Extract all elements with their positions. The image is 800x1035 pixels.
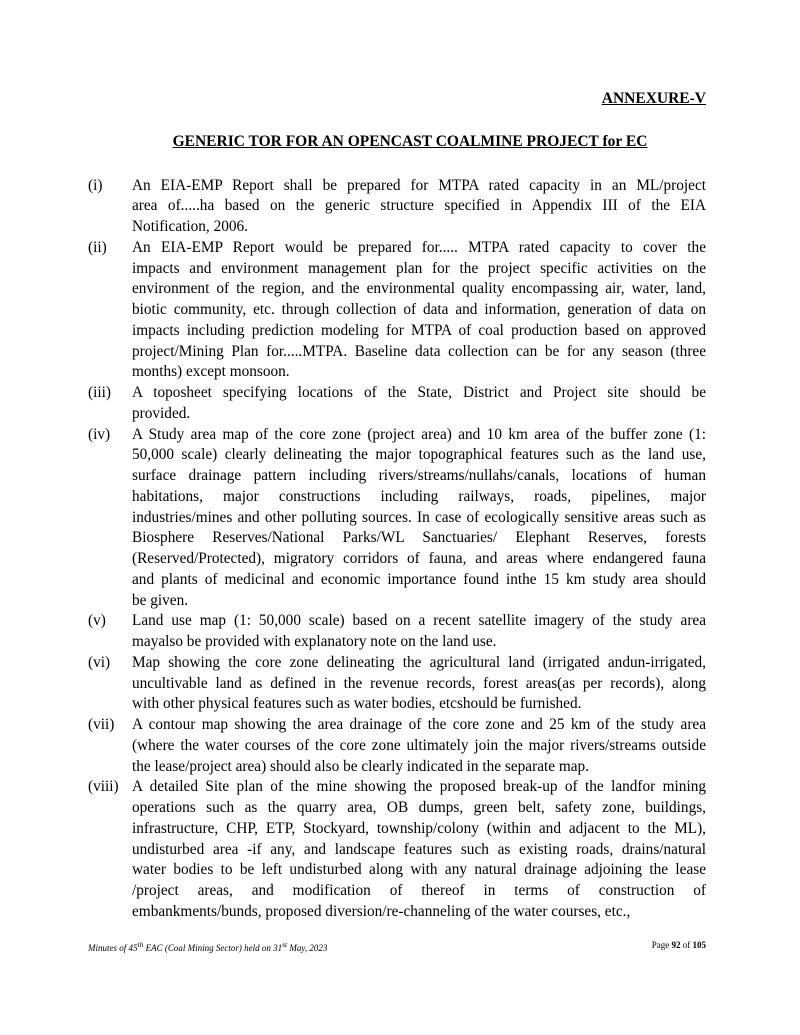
item-text-line: environment of the region, and the environmental quality encompassing air, water, land, — [132, 280, 706, 298]
list-item — [88, 176, 706, 238]
item-text-line: /project areas, and modification of thereof in terms of construction of — [132, 882, 706, 900]
item-text-line: A contour map showing the area drainage of the core zone and 25 km of the study area — [132, 716, 706, 734]
item-text-line: water bodies to be left undisturbed along with any natural drainage adjoining the lease — [132, 861, 706, 879]
list-item — [88, 777, 706, 922]
item-text-line: Notification, 2006. — [132, 218, 248, 236]
item-text-line: biotic community, etc. through collection of data and information, generation of data on — [132, 301, 706, 319]
item-label: (viii) — [88, 778, 119, 796]
item-text-line: area of.....ha based on the generic structure specified in Appendix III of the EIA — [132, 197, 706, 215]
item-text-line: operations such as the quarry area, OB dumps, green belt, safety zone, buildings, — [132, 799, 706, 817]
page-footer — [88, 940, 706, 953]
page-current: 92 — [671, 940, 681, 950]
item-label: (iv) — [88, 425, 111, 443]
item-text-line: industries/mines and other polluting sources. In case of ecologically sensitive areas such as — [132, 508, 706, 526]
item-text-line: surface drainage pattern including rivers/streams/nullahs/canals, locations of human — [132, 467, 706, 485]
item-text-line: A Study area map of the core zone (project area) and 10 km area of the buffer zone (1: — [132, 425, 706, 443]
item-text-line: Biosphere Reserves/National Parks/WL Sanctuaries/ Elephant Reserves, forests — [132, 529, 706, 547]
item-text-line: uncultivable land as defined in the revenue records, forest areas(as per records), along — [132, 674, 706, 692]
list-item — [88, 715, 706, 777]
list-item — [88, 238, 706, 383]
page-total: 105 — [692, 940, 706, 950]
footer-text: Minutes of 45 — [88, 943, 138, 953]
item-text-line: months) except monsoon. — [132, 363, 290, 381]
item-text-line: (Reserved/Protected), migratory corridors of fauna, and areas where endangered fauna — [132, 550, 706, 568]
item-text-line: An EIA-EMP Report would be prepared for..... MTPA rated capacity to cover the — [132, 238, 706, 256]
item-text-line: Land use map (1: 50,000 scale) based on a recent satellite imagery of the study area — [132, 612, 706, 630]
annexure-heading: ANNEXURE-V — [601, 90, 706, 107]
item-text-line: (where the water courses of the core zone ultimately join the major rivers/streams outside — [132, 736, 706, 754]
item-text-line: impacts and environment management plan for the project specific activities on the — [132, 259, 706, 277]
item-label: (ii) — [88, 238, 107, 256]
item-text-line: project/Mining Plan for.....MTPA. Baseline data collection can be for any season (three — [132, 342, 706, 360]
footer-text: May, 2023 — [287, 943, 328, 953]
list-item — [88, 611, 706, 653]
list-item — [88, 653, 706, 715]
item-text-line: be given. — [132, 591, 189, 609]
item-text-line: Map showing the core zone delineating the agricultural land (irrigated andun-irrigated, — [132, 653, 706, 671]
item-text-line: habitations, major constructions including railways, roads, pipelines, major — [132, 487, 706, 505]
item-text-line: and plants of medicinal and economic importance found inthe 15 km study area should — [132, 570, 706, 588]
item-label: (iii) — [88, 384, 111, 402]
item-text-line: embankments/bunds, proposed diversion/re-channeling of the water courses, etc., — [132, 902, 631, 920]
footer-minutes — [88, 940, 328, 953]
page-number — [652, 940, 706, 950]
item-text-line: impacts including prediction modeling for MTPA of coal production based on approved — [132, 321, 706, 339]
item-text-line: the lease/project area) should also be clearly indicated in the separate map. — [132, 757, 590, 775]
item-text-line: An EIA-EMP Report shall be prepared for MTPA rated capacity in an ML/project — [132, 176, 706, 194]
footer-sup: th — [137, 940, 144, 949]
list-item — [88, 425, 706, 612]
item-text-line: mayalso be provided with explanatory note on the land use. — [132, 633, 497, 651]
item-label: (i) — [88, 176, 103, 194]
footer-text: EAC (Coal Mining Sector) held on 31 — [143, 943, 283, 953]
page-label: Page — [651, 940, 672, 950]
item-label: (vii) — [88, 716, 115, 734]
item-label: (v) — [88, 612, 106, 630]
item-text-line: A toposheet specifying locations of the State, District and Project site should be — [132, 384, 706, 402]
document-title: GENERIC TOR FOR AN OPENCAST COALMINE PROJECT for EC — [172, 133, 648, 150]
item-label: (vi) — [88, 653, 111, 671]
item-text-line: provided. — [132, 404, 191, 422]
list-item — [88, 383, 706, 425]
item-text-line: A detailed Site plan of the mine showing the proposed break-up of the landfor mining — [132, 778, 706, 796]
item-text-line: infrastructure, CHP, ETP, Stockyard, township/colony (within and adjacent to the ML), — [132, 819, 706, 837]
item-text-line: 50,000 scale) clearly delineating the major topographical features such as the land use, — [132, 446, 706, 464]
item-text-line: with other physical features such as water bodies, etcshould be furnished. — [132, 695, 582, 713]
tor-list — [88, 176, 706, 923]
page-label: of — [680, 940, 693, 950]
footer-sup: st — [282, 940, 288, 949]
item-text-line: undisturbed area -if any, and landscape features such as existing roads, drains/natural — [132, 840, 706, 858]
